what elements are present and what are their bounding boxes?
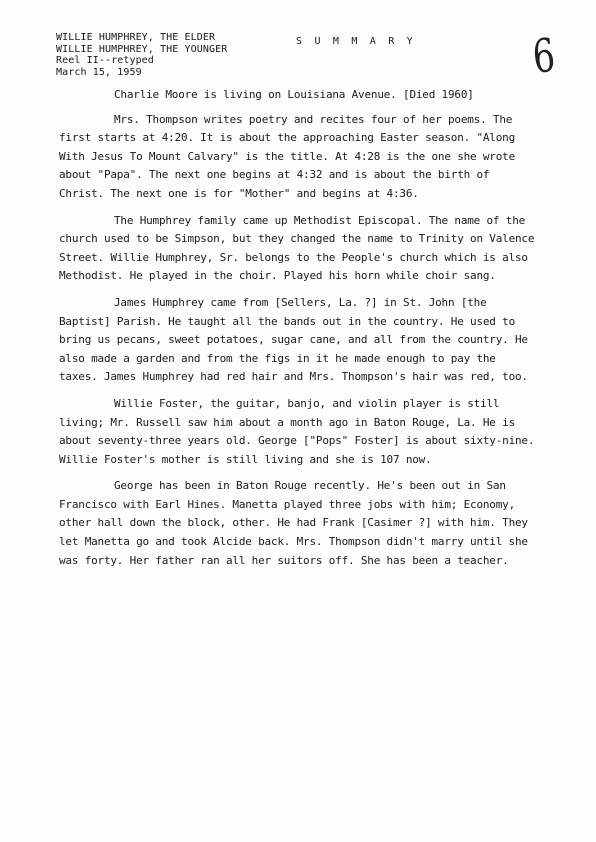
- paragraph-2: Mrs. Thompson writes poetry and recites four of her poems. The first starts at 4:20. It is about the approaching Easter season. "Along With Jesus To Mount Calvary" is the title. At 4:28 is the one she wrote about "Papa". The next one begins at 4:32 and is about the birth of Christ. The next one is for "Mother" and begins at 4:36.: [59, 112, 516, 200]
- summary-body: [59, 86, 539, 578]
- paragraph-5: Willie Foster, the guitar, banjo, and violin player is still living; Mr. Russell saw him about a month ago in Baton Rouge, La. He is about seventy-three years old. George ["Pops" Foster] is about sixty-nine. Willie Foster's mother is still living and she is 107 now.: [59, 396, 535, 466]
- paragraph-6: George has been in Baton Rouge recently. He's been out in San Francisco with Earl Hines. Manetta played three jobs with him; Economy, other hall down the block, other. He had Frank [Casimer ?] with him. They let Manetta go and took Alcide back. Mrs. Thompson didn't marry until she was forty. Her father ran all her suitors off. She has been a teacher.: [59, 479, 528, 567]
- header-line-interviewee-1: WILLIE HUMPHREY, THE ELDER: [56, 32, 216, 43]
- header-line-reel: Reel II--retyped: [56, 55, 154, 66]
- document-header: [56, 32, 227, 78]
- paragraph-1: Charlie Moore is living on Louisiana Avenue. [Died 1960]: [114, 88, 474, 101]
- header-line-interviewee-2: WILLIE HUMPHREY, THE YOUNGER: [56, 43, 228, 55]
- paragraph-4: James Humphrey came from [Sellers, La. ?] in St. John [the Baptist] Parish. He taught all the bands out in the country. He used to bring us pecans, sweet potatoes, sugar cane, and all from the country. He also made a garden and from the figs in it he made enough to pay the taxes. James Humphrey had red hair and Mrs. Thompson's hair was red, too.: [59, 295, 528, 384]
- handwritten-page-number: 6: [530, 27, 558, 84]
- header-line-date: March 15, 1959: [56, 66, 142, 78]
- paragraph-3: The Humphrey family came up Methodist Episcopal. The name of the church used to be Simpson, but they changed the name to Trinity on Valence Street. Willie Humphrey, Sr. belongs to the People's church which is also Methodist. He played in the choir. Played his horn while choir sang.: [59, 213, 535, 283]
- summary-title: S U M M A R Y: [296, 36, 416, 47]
